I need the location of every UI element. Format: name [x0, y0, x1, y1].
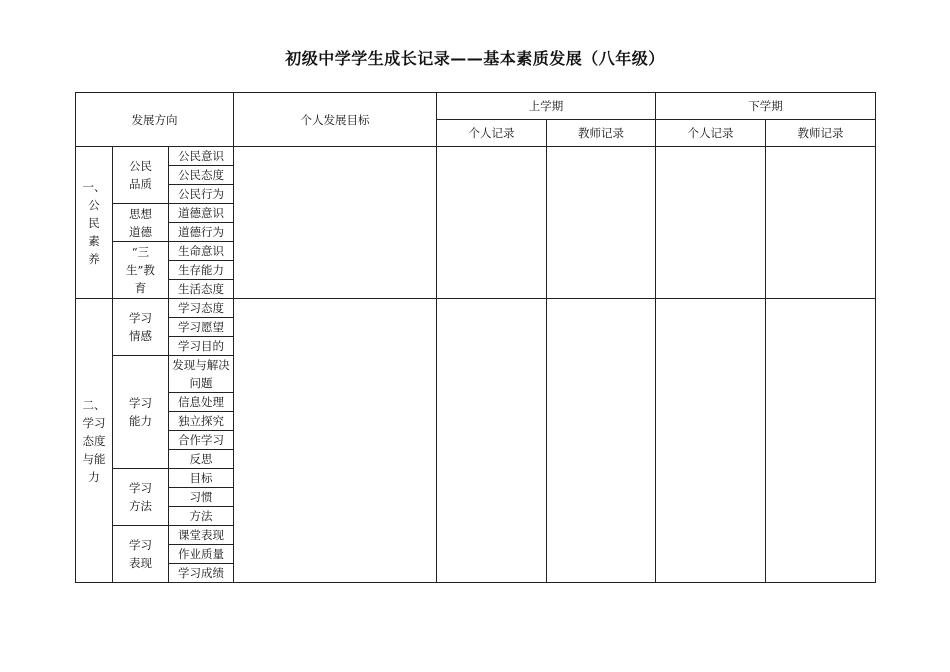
item-label: 信息处理: [169, 393, 234, 412]
term2-personal-cell[interactable]: [656, 299, 766, 583]
term2-teacher-cell[interactable]: [766, 147, 876, 299]
group-name: 思想 道德: [113, 204, 169, 242]
table-row: [76, 299, 876, 318]
item-label: 独立探究: [169, 412, 234, 431]
term1-teacher-cell[interactable]: [547, 147, 656, 299]
header-goal: 个人发展目标: [234, 93, 437, 147]
item-label: 习惯: [169, 488, 234, 507]
term2-teacher-cell[interactable]: [766, 299, 876, 583]
item-label: 合作学习: [169, 431, 234, 450]
item-label: 公民态度: [169, 166, 234, 185]
item-label: 公民意识: [169, 147, 234, 166]
header-term2-teacher-record: 教师记录: [766, 120, 876, 147]
item-label: 学习成绩: [169, 564, 234, 583]
item-label: 生命意识: [169, 242, 234, 261]
header-direction: 发展方向: [76, 93, 234, 147]
item-label: 方法: [169, 507, 234, 526]
group-name: 学习 方法: [113, 469, 169, 526]
goal-cell[interactable]: [234, 147, 437, 299]
item-label: 反思: [169, 450, 234, 469]
item-label: 生存能力: [169, 261, 234, 280]
growth-record-table: [75, 92, 876, 583]
section-category: 二、 学习 态度 与能 力: [76, 299, 113, 583]
term1-personal-cell[interactable]: [437, 147, 547, 299]
section-category: 一、 公 民 素 养: [76, 147, 113, 299]
term1-personal-cell[interactable]: [437, 299, 547, 583]
item-label: 作业质量: [169, 545, 234, 564]
term1-teacher-cell[interactable]: [547, 299, 656, 583]
item-label: 学习愿望: [169, 318, 234, 337]
group-name: 公民 品质: [113, 147, 169, 204]
term2-personal-cell[interactable]: [656, 147, 766, 299]
table-row: [76, 147, 876, 166]
item-label: 公民行为: [169, 185, 234, 204]
goal-cell[interactable]: [234, 299, 437, 583]
item-label: 目标: [169, 469, 234, 488]
item-label: 学习态度: [169, 299, 234, 318]
item-label: 道德行为: [169, 223, 234, 242]
header-term1-teacher-record: 教师记录: [547, 120, 656, 147]
item-label: 学习目的: [169, 337, 234, 356]
item-label: 发现与解决问题: [169, 356, 234, 393]
group-name: 学习 表现: [113, 526, 169, 583]
group-name: 学习 能力: [113, 356, 169, 469]
header-term1-personal-record: 个人记录: [437, 120, 547, 147]
group-name: “三 生”教 育: [113, 242, 169, 299]
item-label: 生活态度: [169, 280, 234, 299]
header-term2: 下学期: [656, 93, 876, 120]
item-label: 课堂表现: [169, 526, 234, 545]
header-term1: 上学期: [437, 93, 656, 120]
item-label: 道德意识: [169, 204, 234, 223]
header-term2-personal-record: 个人记录: [656, 120, 766, 147]
group-name: 学习 情感: [113, 299, 169, 356]
page-title: 初级中学学生成长记录——基本素质发展（八年级）: [285, 49, 665, 68]
